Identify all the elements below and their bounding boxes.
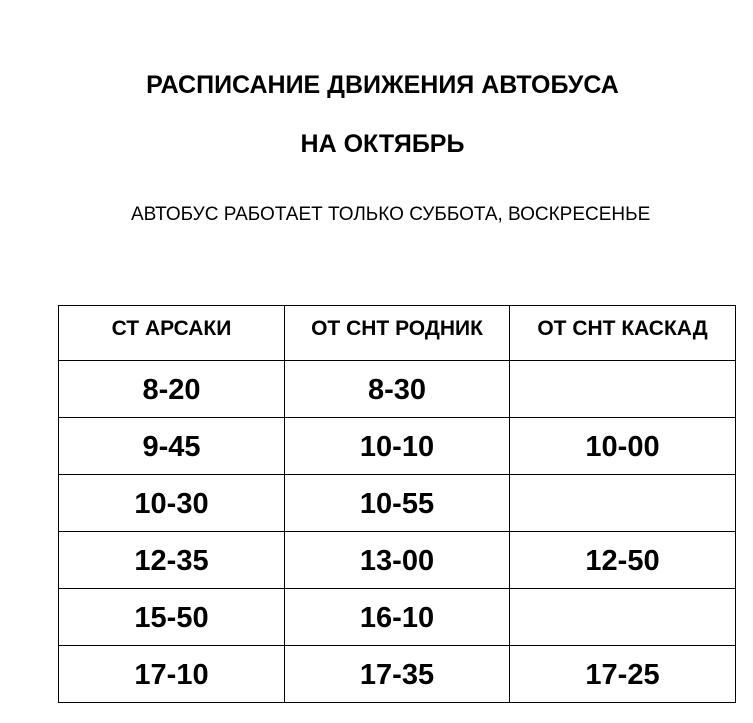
- departure-rodnik: 16-10: [285, 589, 510, 646]
- table-header-row: [59, 306, 736, 361]
- departure-rodnik: 10-55: [285, 475, 510, 532]
- departure-kaskad: [510, 361, 736, 418]
- column-header-arsaki: СТ АРСАКИ: [59, 306, 285, 361]
- departure-arsaki: 9-45: [59, 418, 285, 475]
- departure-kaskad: 10-00: [510, 418, 736, 475]
- column-header-rodnik: ОТ СНТ РОДНИК: [285, 306, 510, 361]
- departure-rodnik: 8-30: [285, 361, 510, 418]
- departure-arsaki: 15-50: [59, 589, 285, 646]
- table-row: [59, 361, 736, 418]
- table-row: [59, 475, 736, 532]
- departure-arsaki: 17-10: [59, 646, 285, 703]
- table-row: [59, 589, 736, 646]
- departure-kaskad: [510, 589, 736, 646]
- table-row: [59, 532, 736, 589]
- table-row: [59, 418, 736, 475]
- column-header-kaskad: ОТ СНТ КАСКАД: [510, 306, 736, 361]
- departure-kaskad: 17-25: [510, 646, 736, 703]
- schedule-title: РАСПИСАНИЕ ДВИЖЕНИЯ АВТОБУСА: [146, 71, 619, 99]
- bus-schedule-table: [58, 305, 736, 703]
- departure-kaskad: 12-50: [510, 532, 736, 589]
- departure-arsaki: 10-30: [59, 475, 285, 532]
- schedule-month: НА ОКТЯБРЬ: [300, 130, 465, 158]
- departure-kaskad: [510, 475, 736, 532]
- table-row: [59, 646, 736, 703]
- departure-arsaki: 8-20: [59, 361, 285, 418]
- departure-rodnik: 17-35: [285, 646, 510, 703]
- departure-arsaki: 12-35: [59, 532, 285, 589]
- departure-rodnik: 10-10: [285, 418, 510, 475]
- departure-rodnik: 13-00: [285, 532, 510, 589]
- operating-days-note: АВТОБУС РАБОТАЕТ ТОЛЬКО СУББОТА, ВОСКРЕСЕНЬЕ: [131, 204, 651, 225]
